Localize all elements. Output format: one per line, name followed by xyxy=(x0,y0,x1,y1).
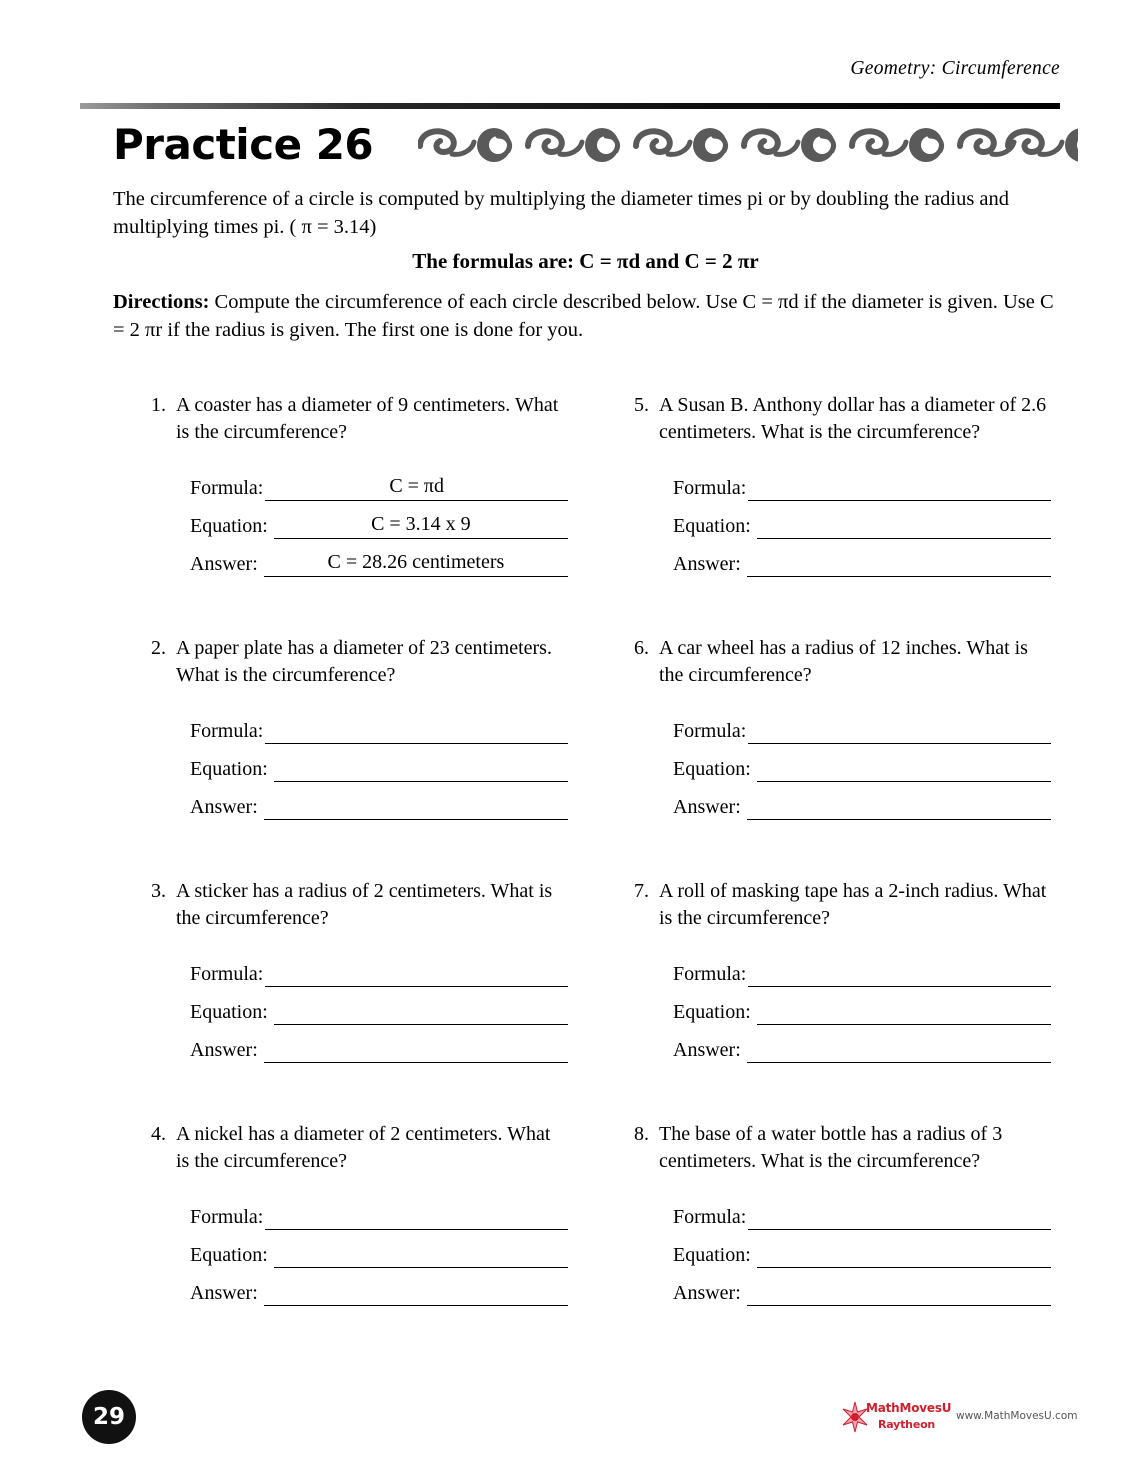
problem-3 xyxy=(138,878,568,1063)
logo-secondary-text: Raytheon xyxy=(878,1418,936,1431)
formula-field[interactable] xyxy=(673,463,1051,501)
logo-primary-text: MathMovesU xyxy=(866,1401,952,1415)
page-number-badge: 29 xyxy=(82,1390,136,1444)
formula-field[interactable] xyxy=(673,1192,1051,1230)
formula-label: Formula: xyxy=(673,477,747,499)
problem-text: A paper plate has a diameter of 23 centimeters. What is the circumference? xyxy=(176,637,552,686)
answer-blank[interactable] xyxy=(264,1280,568,1306)
problem-5 xyxy=(621,392,1051,577)
answer-field[interactable] xyxy=(190,782,568,820)
title-row xyxy=(113,118,1073,180)
problem-number: 3. xyxy=(151,880,166,902)
answer-label: Answer: xyxy=(190,1039,258,1061)
footer-url: www.MathMovesU.com xyxy=(956,1410,1078,1422)
equation-label: Equation: xyxy=(190,515,268,537)
equation-field[interactable] xyxy=(673,744,1051,782)
answer-blank[interactable] xyxy=(264,794,568,820)
problem-6 xyxy=(621,635,1051,820)
equation-field[interactable] xyxy=(190,1230,568,1268)
problem-text: A Susan B. Anthony dollar has a diameter of 2.6 centimeters. What is the circumference? xyxy=(659,394,1047,443)
answer-field[interactable] xyxy=(190,1025,568,1063)
answer-blank[interactable] xyxy=(747,551,1051,577)
problem-text: The base of a water bottle has a radius of 3 centimeters. What is the circumference? xyxy=(659,1123,1003,1172)
answer-label: Answer: xyxy=(673,796,741,818)
formula-field[interactable] xyxy=(190,1192,568,1230)
formula-label: Formula: xyxy=(190,963,264,985)
problem-1 xyxy=(138,392,568,577)
directions-text: Compute the circumference of each circle described below. Use C = πd if the diameter is given. Use C = 2 πr if the radius is given. The first one is done for you. xyxy=(113,291,1054,341)
formula-label: Formula: xyxy=(673,720,747,742)
formula-field[interactable] xyxy=(190,706,568,744)
page-title: Practice 26 xyxy=(113,120,374,169)
answer-blank[interactable] xyxy=(747,1037,1051,1063)
header-subject: Geometry: Circumference xyxy=(850,58,1060,79)
equation-blank[interactable] xyxy=(757,999,1051,1025)
formula-field[interactable] xyxy=(673,949,1051,987)
answer-blank[interactable] xyxy=(264,1037,568,1063)
answer-label: Answer: xyxy=(673,1282,741,1304)
footer-logo xyxy=(838,1398,1078,1440)
equation-field[interactable] xyxy=(190,501,568,539)
answer-field[interactable] xyxy=(190,539,568,577)
answer-label: Answer: xyxy=(190,1282,258,1304)
formula-label: Formula: xyxy=(190,1206,264,1228)
formula-label: Formula: xyxy=(190,720,264,742)
equation-blank[interactable] xyxy=(274,1242,568,1268)
equation-label: Equation: xyxy=(673,1001,751,1023)
formula-label: Formula: xyxy=(673,963,747,985)
formula-blank[interactable] xyxy=(748,1204,1051,1230)
intro-paragraph: The circumference of a circle is computed by multiplying the diameter times pi or by doubling the radius and multiplying times pi. ( π = 3.14) xyxy=(113,188,1010,238)
formula-blank[interactable] xyxy=(748,475,1051,501)
formulas-line: The formulas are: C = πd and C = 2 πr xyxy=(412,249,759,273)
answer-label: Answer: xyxy=(673,1039,741,1061)
equation-label: Equation: xyxy=(190,1001,268,1023)
formula-blank[interactable] xyxy=(265,718,568,744)
answer-field[interactable] xyxy=(673,782,1051,820)
answer-value: C = 28.26 centimeters xyxy=(327,551,505,573)
equation-label: Equation: xyxy=(673,758,751,780)
problem-text: A sticker has a radius of 2 centimeters. What is the circumference? xyxy=(176,880,553,929)
formula-value: C = πd xyxy=(389,475,445,497)
equation-blank[interactable] xyxy=(274,756,568,782)
problem-number: 6. xyxy=(634,637,649,659)
formula-blank[interactable] xyxy=(265,475,568,501)
header-rule xyxy=(80,103,1060,109)
problem-4 xyxy=(138,1121,568,1306)
answer-label: Answer: xyxy=(673,553,741,575)
problem-number: 8. xyxy=(634,1123,649,1145)
formula-blank[interactable] xyxy=(748,718,1051,744)
equation-label: Equation: xyxy=(673,1244,751,1266)
problem-text: A car wheel has a radius of 12 inches. What is the circumference? xyxy=(659,637,1028,686)
equation-field[interactable] xyxy=(673,1230,1051,1268)
directions-label: Directions: xyxy=(113,291,210,313)
answer-field[interactable] xyxy=(673,1268,1051,1306)
equation-value: C = 3.14 x 9 xyxy=(371,513,471,535)
equation-field[interactable] xyxy=(190,744,568,782)
problem-text: A nickel has a diameter of 2 centimeters. What is the circumference? xyxy=(176,1123,551,1172)
formula-blank[interactable] xyxy=(265,961,568,987)
directions-block xyxy=(113,288,1063,344)
equation-blank[interactable] xyxy=(274,999,568,1025)
problem-7 xyxy=(621,878,1051,1063)
answer-label: Answer: xyxy=(190,796,258,818)
equation-field[interactable] xyxy=(673,501,1051,539)
equation-label: Equation: xyxy=(190,1244,268,1266)
problem-text: A roll of masking tape has a 2-inch radius. What is the circumference? xyxy=(659,880,1047,929)
equation-blank[interactable] xyxy=(274,513,568,539)
answer-label: Answer: xyxy=(190,553,258,575)
equation-blank[interactable] xyxy=(757,756,1051,782)
answer-blank[interactable] xyxy=(747,794,1051,820)
equation-label: Equation: xyxy=(673,515,751,537)
problem-number: 2. xyxy=(151,637,166,659)
problem-number: 7. xyxy=(634,880,649,902)
formula-blank[interactable] xyxy=(265,1204,568,1230)
equation-label: Equation: xyxy=(190,758,268,780)
answer-field[interactable] xyxy=(673,539,1051,577)
answer-blank[interactable] xyxy=(747,1280,1051,1306)
formula-label: Formula: xyxy=(190,477,264,499)
formula-blank[interactable] xyxy=(748,961,1051,987)
answer-blank[interactable] xyxy=(264,551,568,577)
decorative-swirl-border xyxy=(418,124,1078,170)
problem-text: A coaster has a diameter of 9 centimeters. What is the circumference? xyxy=(176,394,559,443)
formula-field[interactable] xyxy=(673,706,1051,744)
equation-blank[interactable] xyxy=(757,1242,1051,1268)
problem-number: 4. xyxy=(151,1123,166,1145)
problem-8 xyxy=(621,1121,1051,1306)
problem-number: 1. xyxy=(151,394,166,416)
equation-field[interactable] xyxy=(190,987,568,1025)
answer-field[interactable] xyxy=(190,1268,568,1306)
formula-label: Formula: xyxy=(673,1206,747,1228)
formula-field[interactable] xyxy=(190,463,568,501)
answer-field[interactable] xyxy=(673,1025,1051,1063)
equation-field[interactable] xyxy=(673,987,1051,1025)
problem-2 xyxy=(138,635,568,820)
formula-field[interactable] xyxy=(190,949,568,987)
problem-number: 5. xyxy=(634,394,649,416)
equation-blank[interactable] xyxy=(757,513,1051,539)
